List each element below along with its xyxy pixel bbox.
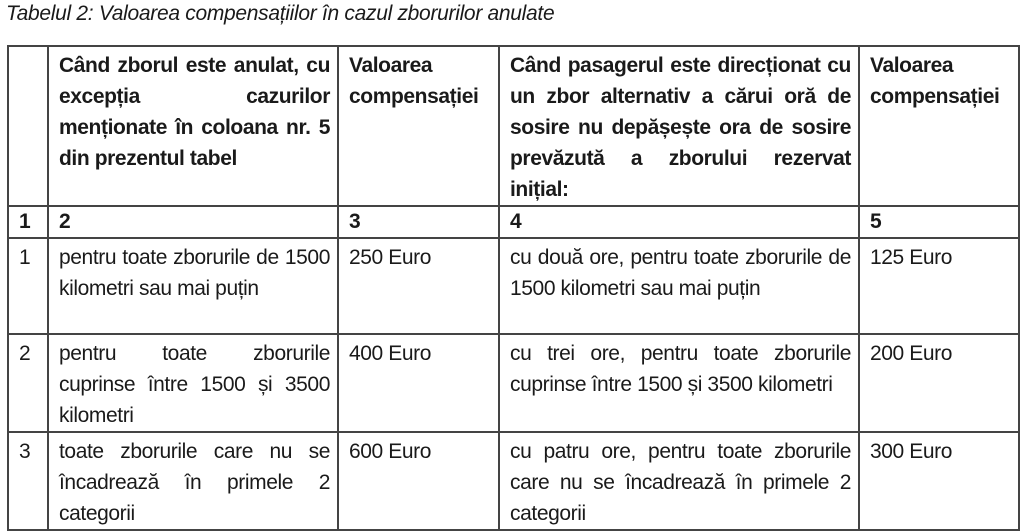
column-number-cell: 2 <box>48 206 338 238</box>
column-number-cell: 5 <box>859 206 1019 238</box>
alternative-flight-cell: cu trei ore, pentru toate zborurile cuprinse între 1500 și 3500 kilometri <box>499 334 859 432</box>
table-row <box>8 238 1019 334</box>
table-caption: Tabelul 2: Valoarea compensațiilor în cazul zborurilor anulate <box>6 2 555 25</box>
compensation-cell: 250 Euro <box>338 238 499 334</box>
header-row <box>8 46 1019 206</box>
column-number-row <box>8 206 1019 238</box>
row-number-cell: 2 <box>8 334 48 432</box>
compensation-cell: 400 Euro <box>338 334 499 432</box>
row-number-cell: 1 <box>8 238 48 334</box>
header-cell-alternative-flight: Când pasagerul este direcționat cu un zbor alternativ a cărui oră de sosire nu depășește ora de sosire prevăzută a zborului rezervat inițial: <box>499 46 859 206</box>
column-number-cell: 4 <box>499 206 859 238</box>
alternative-flight-cell: cu patru ore, pentru toate zborurile care nu se încadrează în primele 2 categorii <box>499 432 859 530</box>
reduced-compensation-cell: 200 Euro <box>859 334 1019 432</box>
header-cell-nr <box>8 46 48 206</box>
row-number-cell: 3 <box>8 432 48 530</box>
reduced-compensation-cell: 125 Euro <box>859 238 1019 334</box>
compensation-cell: 600 Euro <box>338 432 499 530</box>
header-cell-compensation: Valoarea compensației <box>338 46 499 206</box>
header-cell-reduced-compensation: Valoarea compensației <box>859 46 1019 206</box>
distance-cell: toate zborurile care nu se încadrează în primele 2 categorii <box>48 432 338 530</box>
column-number-cell: 3 <box>338 206 499 238</box>
reduced-compensation-cell: 300 Euro <box>859 432 1019 530</box>
compensation-table <box>7 45 1020 531</box>
table-row <box>8 432 1019 530</box>
distance-cell: pentru toate zborurile cuprinse între 1500 și 3500 kilometri <box>48 334 338 432</box>
distance-cell: pentru toate zborurile de 1500 kilometri sau mai puțin <box>48 238 338 334</box>
table-row <box>8 334 1019 432</box>
header-cell-cancelled-flight: Când zborul este anulat, cu excepția cazurilor menționate în coloana nr. 5 din prezentul tabel <box>48 46 338 206</box>
alternative-flight-cell: cu două ore, pentru toate zborurile de 1500 kilometri sau mai puțin <box>499 238 859 334</box>
column-number-cell: 1 <box>8 206 48 238</box>
